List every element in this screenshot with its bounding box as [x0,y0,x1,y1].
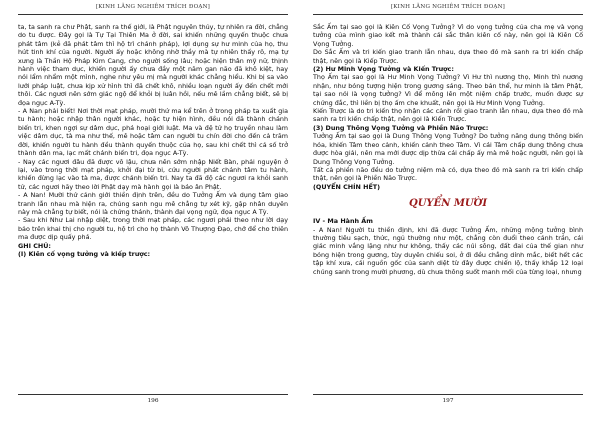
chapter-title: QUYỂN MƯỜI [409,198,487,210]
page-footer [313,394,583,407]
page-body [18,23,288,258]
paragraph: - A Nan! Người tu thiền định, khi đã được Tưởng Ấm, những mộng tưởng bình thường tiêu sạch, thức, ngủ thường như một, chẳng còn đuổi theo cảnh trần, cái giác minh vắng lặng như hư không, thấy các núi sông, đất đai của thế gian như bóng hiện trong gương, tùy duyên chiếu soi, ở đi đều chẳng dính mắc, biết hết các tập khí xưa, cái nguồn gốc của sanh diệt từ đây được chiến lộ, thấy khắp 12 loại chúng sanh trong mười phương, dù chưa thông suốt manh mối của từng loại, nhưng [313,225,583,276]
page-footer [18,394,288,407]
paragraph: - A Nan phải biết! Nơi thời mạt pháp, mười thứ ma kể trên ở trong pháp ta xuất gia tu hành; hoặc nhập thân người khác, hoặc tự hiện hình, đều nói đã thành chánh biến tri, khen ngợi sự dâm dục, phá hoại giới luật. Ma và đệ tử họ truyền nhau làm việc dâm dục, tà ma như thế, mê hoặc tâm can người tu chín đời cho đến cả trăm đời, khiến người tu hành đều thành quyến thuộc của họ, sau khi chết thì cả số trở thành dân ma, lạc mất chánh biến tri, đọa ngục A-Tỳ. [18,107,288,158]
paragraph: Thọ Ấm tại sao gọi là Hư Minh Vọng Tưởng? Vì Hư thì nương thọ, Minh thì nương nhận, như bóng tượng hiện trong gương sáng. Theo bản thể, hư minh là tâm Phật, tại sao nói là vọng tưởng? Vì để mông lên một niệm chấp trước, muốn được sự chứng đắc, thì liền bị thọ ấm che khuất, nên gọi là Hư Minh Vọng Tưởng. [313,73,583,107]
page-header [313,2,583,15]
paragraph: - Sau khi Như Lai nhập diệt, trong thời mạt pháp, các ngươi phải theo như lời dạy bảo trên khai thị cho người tu, hộ trì cho họ thành Vô Thượng Đạo, chớ để cho thiên ma được dịp quấy phá. [18,216,288,242]
paragraph: Tất cả phiền não đều do tưởng niệm mà có, dựa theo đó mà sanh ra tri kiến chấp thật, nên gọi là Phiền Não Trược. [313,165,583,183]
section-heading: IV - Ma Hành Ấm [313,217,373,226]
running-title: [KINH LĂNG NGHIÊM TRÍCH ĐOẠN] [390,4,506,10]
page-number: 196 [147,398,159,404]
page-number: 197 [442,398,454,404]
paragraph: Do Sắc Ấm và tri kiến giao tranh lẫn nhau, dựa theo đó mà sanh ra tri kiến chấp thật, nên gọi là Kiếp Trược. [313,48,583,65]
section-heading: (3) Dung Thông Vọng Tưởng và Phiền Não Trược: [313,123,489,132]
paragraph: Kiến Trược là do tri kiến thọ nhận các cảnh rồi giao tranh lẫn nhau, dựa theo đó mà sanh ra tri kiến chấp thật, nên gọi là Kiến Trược. [313,107,583,124]
page-body [313,23,583,276]
section-heading: (2) Hư Minh Vọng Tưởng và Kiến Trược: [313,65,454,74]
volume-end-note: (QUYỂN CHÍN HẾT) [313,182,381,191]
paragraph: ta, ta sanh ra chư Phật, sanh ra thế giới, là Phật nguyên thủy, tự nhiên ra đời, chẳng do tu được. Đây gọi là Tự Tại Thiên Ma ở đời, sai khiến những quyến thuộc chưa phát tâm (kẻ đã phát tâm thì hộ trì chánh pháp), lợi dụng sự hư minh của họ, thu hút tinh khí của người. Người ấy hoặc không nhờ thầy mà tự nhiên thấy rõ, mạ tự xưng là Thần Hộ Pháp Kim Cang, cho người sống lâu; hoặc hiện thân mỹ nữ, thịnh hành việc tham dục, khiến người ấy chưa đầy một năm gan não đã khô kiệt, hay nói lẩm nhẩm một mình, nghe như yêu mị mà người khác chẳng hiểu. Khi bị sa vào lưới pháp luật, chưa kịp xử hình thì đã chết khô, nhiều loạn người ấy đến chết mới thôi. Các ngươi nên sớm giác ngộ để khỏi bị luân hồi, nếu mê lầm chẳng biết, sẽ bị đọa ngục A-Tỳ. [18,23,288,107]
paragraph: Sắc Ấm tại sao gọi là Kiên Cố Vọng Tưởng? Vì do vọng tưởng của cha mẹ và vọng tưởng của mình giao kết mà thành cái sắc thân kiên cố này, nên gọi là Kiên Cố Vọng Tưởng. [313,23,583,48]
running-title: [KINH LĂNG NGHIÊM TRÍCH ĐOẠN] [95,4,211,10]
note-heading: GHI CHÚ: [18,241,51,250]
paragraph: - Nay các ngươi đâu đã được vô lậu, chưa nên sớm nhập Niết Bàn, phải nguyện ở lại, vào trong thời mạt pháp, khởi đại từ bi, cứu người phát chánh tâm tu hành, khiến đừng lạc vào tà ma, được chánh biến tri. Nay ta đã độ các ngươi ra khỏi sanh tử, các ngươi hãy theo lời Phật dạy mà hành gọi là báo ân Phật. [18,157,288,191]
paragraph: - A Nan! Mười thứ cảnh giới thiền định trên, đều do Tưởng Ấm và dụng tâm giao tranh lẫn nhau mà hiện ra, chúng sanh ngu mê chẳng tự xét kỹ, gặp nhân duyên này mà chẳng tự biết, nói là chứng thánh, thành đại vọng ngữ, đọa ngục A Tỳ. [18,191,288,216]
left-page [18,0,288,424]
right-page [313,0,583,424]
page-header [18,2,288,15]
note-subheading: (I) Kiên cố vọng tưởng và kiếp trược: [18,249,151,258]
paragraph: Tưởng Ấm tại sao gọi là Dung Thông Vọng Tưởng? Do tưởng năng dung thông biến hóa, khiến Tâm theo cảnh, khiến cảnh theo Tâm. Vì cái Tâm chấp dung thông chưa được hòa giải, nên ma mới được dịp thừa cái chấp ấy mà mê hoặc người, nên gọi là Dung Thông Vọng Tưởng. [313,132,583,166]
